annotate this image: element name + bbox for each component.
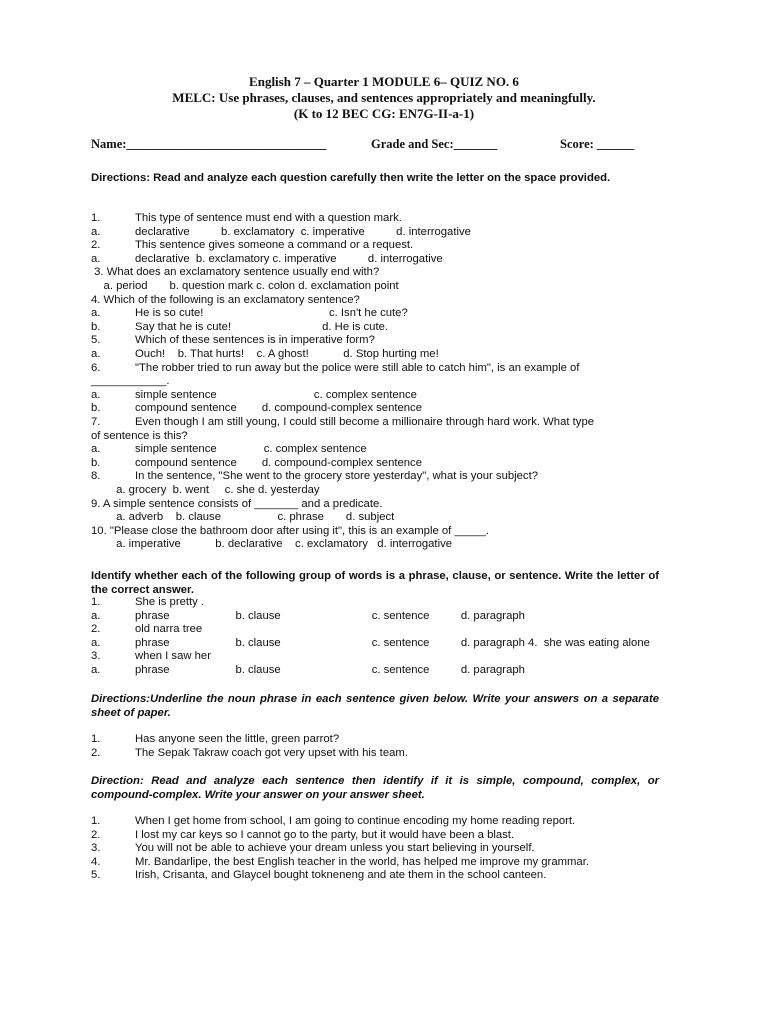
item-text: 3. What does an exclamatory sentence usually end with? bbox=[91, 266, 380, 279]
item-marker: 3. bbox=[91, 650, 101, 663]
item-marker: a. bbox=[91, 225, 101, 238]
item-marker: a. bbox=[91, 307, 101, 320]
item-text: Irish, Crisanta, and Glaycel bought tokneneng and ate them in the school canteen. bbox=[135, 869, 547, 882]
item-marker: 5. bbox=[91, 869, 101, 882]
item-text: simple sentence c. complex sentence bbox=[135, 443, 367, 456]
item-marker: a. bbox=[91, 636, 101, 649]
item-text: declarative b. exclamatory c. imperative d. interrogative bbox=[135, 252, 443, 265]
item-text: Ouch! b. That hurts! c. A ghost! d. Stop hurting me! bbox=[135, 348, 439, 360]
item-text: In the sentence, "She went to the grocery store yesterday", what is your subject? bbox=[135, 470, 538, 483]
item-text: 4. Which of the following is an exclamatory sentence? bbox=[91, 293, 360, 306]
quiz-title: English 7 – Quarter 1 MODULE 6– QUIZ NO. 6 bbox=[249, 74, 519, 89]
part3-directions: Directions:Underline the noun phrase in each sentence given below. Write your answers on a separate sheet of paper. bbox=[91, 693, 659, 719]
item-marker: a. bbox=[91, 443, 101, 456]
item-marker: 2. bbox=[91, 828, 101, 841]
item-text: a. grocery b. went c. she d. yesterday bbox=[91, 484, 320, 496]
item-text: declarative b. exclamatory c. imperative d. interrogative bbox=[135, 225, 471, 238]
item-marker: 2. bbox=[91, 239, 101, 252]
item-marker: 8. bbox=[91, 470, 101, 483]
item-marker: 1. bbox=[91, 733, 101, 745]
item-text: 9. A simple sentence consists of _______ and a predicate. bbox=[91, 497, 383, 510]
score-field[interactable]: Score: ______ bbox=[560, 137, 635, 151]
item-text: He is so cute! c. Isn't he cute? bbox=[135, 307, 408, 320]
item-marker: 7. bbox=[91, 416, 101, 428]
item-marker: 3. bbox=[91, 842, 101, 855]
item-marker: 5. bbox=[91, 334, 101, 347]
item-marker: 1. bbox=[91, 596, 101, 608]
item-marker: 6. bbox=[91, 361, 101, 374]
item-marker: 1. bbox=[91, 815, 101, 827]
grade-section-field[interactable]: Grade and Sec:_______ bbox=[371, 137, 498, 151]
item-text: phrase b. clause c. sentence d. paragraph 4. she was eating alone bbox=[135, 636, 650, 649]
item-text: Has anyone seen the little, green parrot? bbox=[135, 733, 340, 745]
part1-directions: Directions: Read and analyze each question carefully then write the letter on the space provided. bbox=[91, 172, 611, 184]
item-text: You will not be able to achieve your dream unless you start believing in yourself. bbox=[135, 842, 535, 855]
item-text: This sentence gives someone a command or a request. bbox=[135, 239, 414, 252]
item-text: The Sepak Takraw coach got very upset with his team. bbox=[135, 746, 408, 759]
item-marker: 2. bbox=[91, 746, 101, 759]
item-text: of sentence is this? bbox=[91, 429, 188, 442]
item-text: Say that he is cute! d. He is cute. bbox=[135, 320, 389, 333]
item-marker: a. bbox=[91, 348, 101, 360]
item-text: simple sentence c. complex sentence bbox=[135, 388, 417, 401]
item-text: "The robber tried to run away but the police were still able to catch him", is an example of bbox=[135, 361, 580, 374]
item-text: She is pretty . bbox=[135, 596, 205, 608]
item-text: When I get home from school, I am going to continue encoding my home reading report. bbox=[135, 815, 576, 827]
part2-directions: Identify whether each of the following group of words is a phrase, clause, or sentence. Write the letter of the correct answer. bbox=[91, 570, 659, 596]
item-marker: b. bbox=[91, 456, 101, 469]
item-text: a. adverb b. clause c. phrase d. subject bbox=[91, 511, 395, 524]
part4-directions: Direction: Read and analyze each sentence then identify if it is simple, compound, complex, or compound-complex. Write your answer on your answer sheet. bbox=[91, 775, 659, 801]
item-text: compound sentence d. compound-complex sentence bbox=[135, 456, 422, 469]
item-marker: a. bbox=[91, 252, 101, 265]
item-marker: a. bbox=[91, 388, 101, 401]
item-marker: 4. bbox=[91, 855, 101, 868]
item-text: ____________. bbox=[91, 375, 170, 388]
item-text: I lost my car keys so I cannot go to the party, but it would have been a blast. bbox=[135, 828, 515, 841]
item-text: Mr. Bandarlipe, the best English teacher in the world, has helped me improve my grammar. bbox=[135, 855, 589, 868]
item-text: a. imperative b. declarative c. exclamatory d. interrogative bbox=[91, 538, 453, 551]
item-text: This type of sentence must end with a question mark. bbox=[135, 212, 402, 224]
item-text: 10. "Please close the bathroom door after using it", this is an example of _____. bbox=[91, 524, 489, 537]
item-text: Even though I am still young, I could still become a millionaire through hard work. What type bbox=[135, 416, 595, 428]
item-marker: a. bbox=[91, 664, 101, 676]
item-marker: b. bbox=[91, 402, 101, 415]
item-text: a. period b. question mark c. colon d. exclamation point bbox=[91, 280, 399, 292]
item-text: phrase b. clause c. sentence d. paragraph bbox=[135, 609, 525, 622]
item-marker: 1. bbox=[91, 212, 101, 224]
name-field[interactable]: Name:________________________________ bbox=[91, 137, 327, 151]
item-marker: a. bbox=[91, 609, 101, 622]
curriculum-code: (K to 12 BEC CG: EN7G-II-a-1) bbox=[293, 106, 475, 121]
item-marker: b. bbox=[91, 320, 101, 333]
item-text: compound sentence d. compound-complex sentence bbox=[135, 402, 422, 415]
item-text: old narra tree bbox=[135, 623, 203, 636]
item-text: when I saw her bbox=[135, 650, 211, 663]
melc-line: MELC: Use phrases, clauses, and sentences appropriately and meaningfully. bbox=[172, 90, 596, 105]
item-text: phrase b. clause c. sentence d. paragraph bbox=[135, 664, 525, 676]
item-marker: 2. bbox=[91, 623, 101, 636]
item-text: Which of these sentences is in imperative form? bbox=[135, 334, 375, 347]
